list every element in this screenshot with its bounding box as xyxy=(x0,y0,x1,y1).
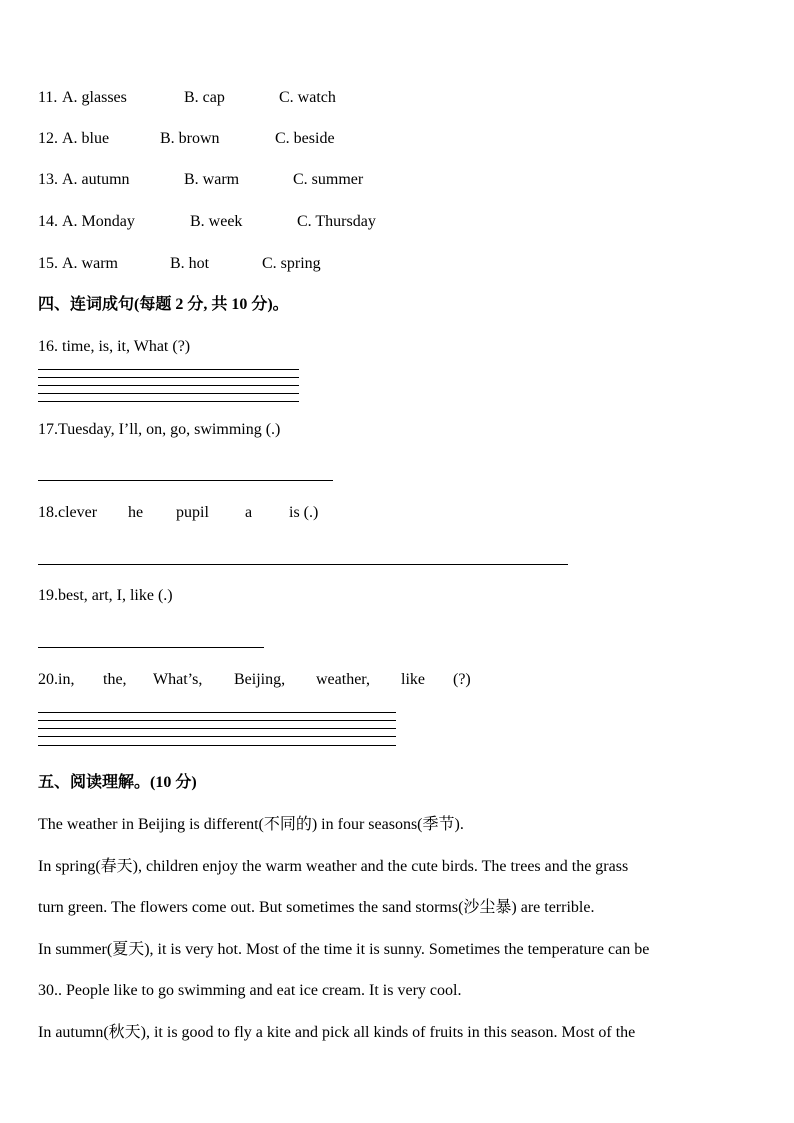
question-15 xyxy=(38,254,321,274)
answer-line xyxy=(38,564,568,565)
question-16: 16. time, is, it, What (?) xyxy=(38,338,191,355)
word: pupil xyxy=(176,504,209,521)
option-c: C. summer xyxy=(293,171,364,188)
option-c: C. beside xyxy=(275,130,335,147)
word: What’s, xyxy=(153,671,203,688)
question-17: 17.Tuesday, I’ll, on, go, swimming (.) xyxy=(38,421,281,438)
option-b: B. brown xyxy=(160,130,220,147)
word: he xyxy=(128,504,144,521)
answer-line xyxy=(38,647,264,648)
answer-line xyxy=(38,385,299,386)
question-20 xyxy=(38,670,471,690)
word: Beijing, xyxy=(234,671,286,688)
section-5-heading: 五、阅读理解。(10 分) xyxy=(38,774,197,791)
option-a: A. warm xyxy=(62,255,118,272)
passage-line: In autumn(秋天), it is good to fly a kite and pick all kinds of fruits in this season. Most of the xyxy=(38,1024,636,1041)
answer-line xyxy=(38,377,299,378)
answer-line xyxy=(38,712,396,713)
answer-line xyxy=(38,720,396,721)
question-19: 19.best, art, I, like (.) xyxy=(38,587,173,604)
option-c: C. spring xyxy=(262,255,321,272)
passage-line: In summer(夏天), it is very hot. Most of the time it is sunny. Sometimes the temperature can be xyxy=(38,941,650,958)
option-b: B. week xyxy=(190,213,243,230)
word: like xyxy=(401,671,425,688)
option-a: A. autumn xyxy=(62,171,130,188)
word: the, xyxy=(103,671,127,688)
answer-line xyxy=(38,728,396,729)
question-18 xyxy=(38,503,318,523)
word: a xyxy=(245,504,253,521)
answer-line xyxy=(38,401,299,402)
passage-line: 30.. People like to go swimming and eat ice cream. It is very cool. xyxy=(38,982,462,999)
passage-line: In spring(春天), children enjoy the warm weather and the cute birds. The trees and the grass xyxy=(38,858,629,875)
answer-line xyxy=(38,369,299,370)
option-b: B. warm xyxy=(184,171,240,188)
answer-line xyxy=(38,736,396,737)
option-a: A. Monday xyxy=(62,213,135,230)
question-12 xyxy=(38,129,335,149)
word: 18.clever xyxy=(38,504,98,521)
option-a: A. blue xyxy=(62,130,110,147)
question-11 xyxy=(38,88,336,108)
section-4-heading: 四、连词成句(每题 2 分, 共 10 分)。 xyxy=(38,296,289,313)
word: is (.) xyxy=(289,504,319,521)
question-number: 14. xyxy=(38,213,58,230)
word: weather, xyxy=(316,671,370,688)
word: (?) xyxy=(453,671,471,688)
question-number: 11. xyxy=(38,89,58,106)
question-13 xyxy=(38,170,363,190)
passage-line: turn green. The flowers come out. But sometimes the sand storms(沙尘暴) are terrible. xyxy=(38,899,595,916)
word: 20.in, xyxy=(38,671,75,688)
passage-line: The weather in Beijing is different(不同的) in four seasons(季节). xyxy=(38,816,464,833)
question-number: 12. xyxy=(38,130,58,147)
answer-line xyxy=(38,745,396,746)
option-c: C. watch xyxy=(279,89,336,106)
option-b: B. hot xyxy=(170,255,210,272)
answer-line xyxy=(38,393,299,394)
answer-line xyxy=(38,480,333,481)
question-number: 15. xyxy=(38,255,58,272)
question-number: 13. xyxy=(38,171,58,188)
option-a: A. glasses xyxy=(62,89,127,106)
option-c: C. Thursday xyxy=(297,213,376,230)
question-14 xyxy=(38,212,376,232)
option-b: B. cap xyxy=(184,89,225,106)
